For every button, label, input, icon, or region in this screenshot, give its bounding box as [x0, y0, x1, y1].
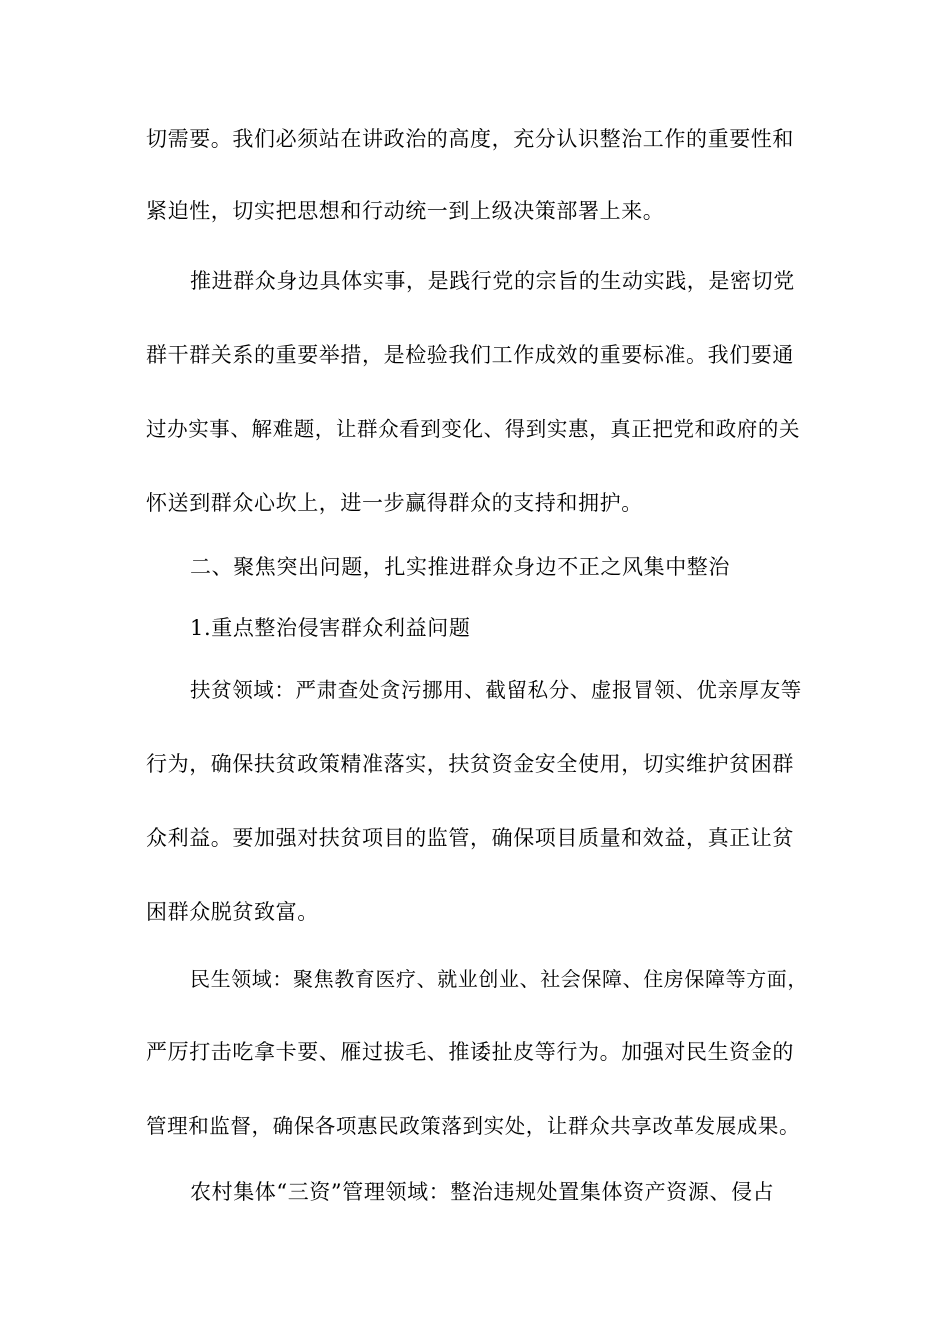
text-line-4: 群干群关系的重要举措，是检验我们工作成效的重要标准。我们要通 — [146, 343, 794, 367]
section-heading: 二、聚焦突出问题，扎实推进群众身边不正之风集中整治 — [190, 555, 730, 579]
text-line-1: 切需要。我们必须站在讲政治的高度，充分认识整治工作的重要性和 — [146, 127, 794, 151]
text-line-5: 过办实事、解难题，让群众看到变化、得到实惠，真正把党和政府的关 — [146, 417, 801, 441]
text-line-15: 管理和监督，确保各项惠民政策落到实处，让群众共享改革发展成果。 — [146, 1114, 801, 1138]
text-line-11: 众利益。要加强对扶贫项目的监管，确保项目质量和效益，真正让贫 — [146, 826, 794, 850]
text-line-6: 怀送到群众心坎上，进一步赢得群众的支持和拥护。 — [146, 491, 643, 515]
text-line-16: 农村集体“三资”管理领域：整治违规处置集体资产资源、侵占 — [190, 1180, 775, 1204]
text-line-10: 行为，确保扶贫政策精准落实，扶贫资金安全使用，切实维护贫困群 — [146, 752, 794, 776]
text-line-14: 严厉打击吃拿卡要、雁过拔毛、推诿扯皮等行为。加强对民生资金的 — [146, 1040, 794, 1064]
subsection-heading: 1.重点整治侵害群众利益问题 — [190, 616, 471, 640]
text-line-12: 困群众脱贫致富。 — [146, 900, 319, 924]
text-line-9: 扶贫领域：严肃查处贪污挪用、截留私分、虚报冒领、优亲厚友等 — [190, 678, 802, 702]
text-line-3: 推进群众身边具体实事，是践行党的宗旨的生动实践，是密切党 — [190, 269, 795, 293]
text-line-2: 紧迫性，切实把思想和行动统一到上级决策部署上来。 — [146, 199, 665, 223]
text-line-13: 民生领域：聚焦教育医疗、就业创业、社会保障、住房保障等方面， — [190, 967, 808, 991]
